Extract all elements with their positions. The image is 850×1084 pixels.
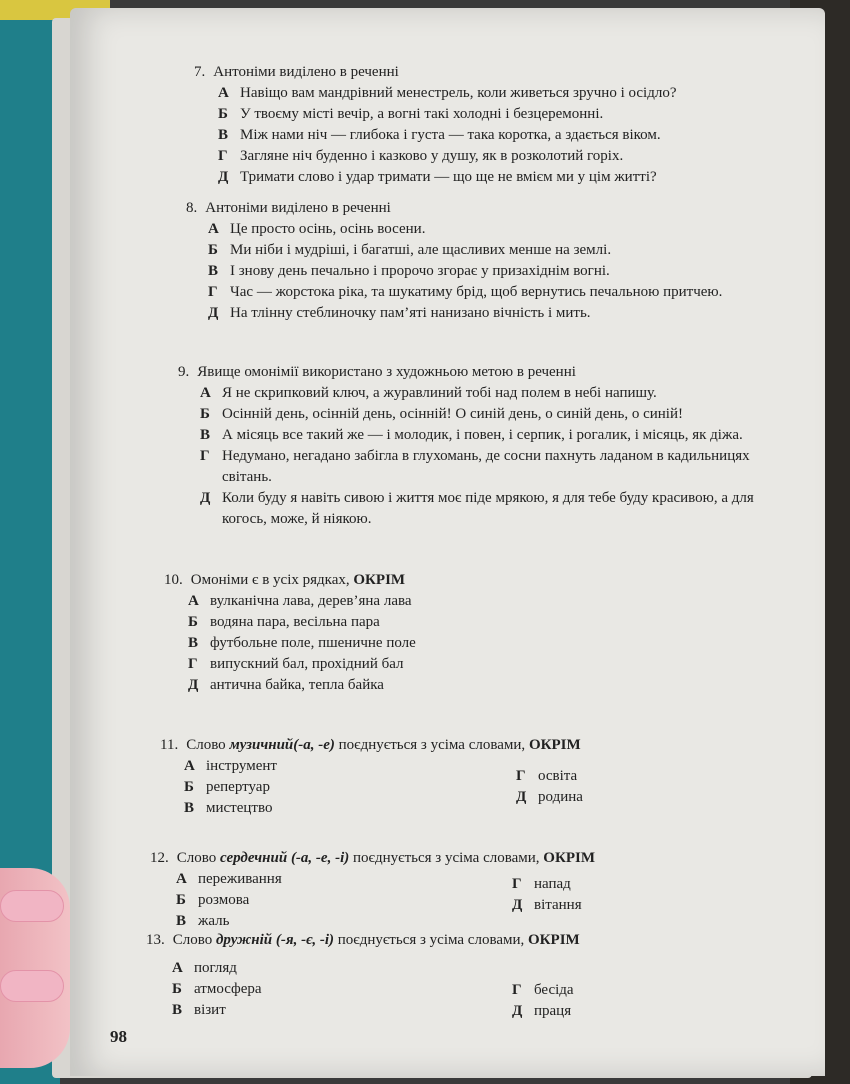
- question-title: Антоніми виділено в реченні: [205, 200, 391, 216]
- question-title: Слово: [176, 850, 220, 866]
- question-title: Слово: [172, 932, 216, 948]
- question-keyword: сердечний (-а, -е, -і): [219, 850, 350, 866]
- option-d[interactable]: Д Тримати слово і удар тримати — що ще не вмієм ми у цім житті?: [218, 169, 657, 185]
- question-13: [146, 930, 796, 1026]
- option-a[interactable]: А Я не скрипковий ключ, а журавлиний тобі над полем в небі напишу.: [200, 385, 657, 401]
- question-number: 8.: [186, 200, 198, 216]
- question-12: [150, 848, 790, 928]
- option-a[interactable]: А переживання: [176, 871, 282, 887]
- option-d[interactable]: Д вітання: [512, 897, 582, 913]
- question-10: [164, 570, 784, 696]
- option-a[interactable]: А вулканічна лава, дерев’яна лава: [188, 593, 412, 609]
- question-number: 7.: [194, 64, 206, 80]
- option-d[interactable]: Д На тлінну стеблиночку пам’яті нанизано вічність і мить.: [208, 305, 591, 321]
- question-keyword: дружній (-я, -є, -і): [215, 932, 334, 948]
- option-b[interactable]: Б Осінній день, осінній день, осінній! О синій день, о синій день, о синій!: [200, 406, 683, 422]
- option-h[interactable]: Г бесіда: [512, 982, 574, 998]
- question-title-emphasis: ОКРІМ: [528, 932, 580, 948]
- option-h[interactable]: Г випускний бал, прохідний бал: [188, 656, 404, 672]
- question-8: [186, 198, 796, 324]
- question-number: 13.: [146, 932, 165, 948]
- option-b[interactable]: Б атмосфера: [172, 981, 262, 997]
- question-title: Явище омонімії використано з художньою метою в реченні: [197, 364, 576, 380]
- option-d[interactable]: Д праця: [512, 1003, 572, 1019]
- question-title-emphasis: ОКРІМ: [543, 850, 595, 866]
- option-a[interactable]: А інструмент: [184, 758, 277, 774]
- question-title-end: поєднується з усіма словами,: [334, 737, 529, 753]
- option-d[interactable]: Д родина: [516, 789, 583, 805]
- option-b[interactable]: Б розмова: [176, 892, 250, 908]
- option-v[interactable]: В жаль: [176, 913, 230, 929]
- question-title: Омоніми є в усіх рядках,: [190, 572, 354, 588]
- question-title-end: поєднується з усіма словами,: [333, 932, 529, 948]
- option-v[interactable]: В футбольне поле, пшеничне поле: [188, 635, 416, 651]
- option-v[interactable]: В візит: [172, 1002, 226, 1018]
- option-v[interactable]: В А місяць все такий же — і молодик, і повен, і серпик, і рогалик, і місяць, як діжа.: [200, 427, 743, 443]
- option-a[interactable]: А Навіщо вам мандрівний менестрель, коли живеться зручно і осідло?: [218, 85, 677, 101]
- question-title-emphasis: ОКРІМ: [353, 572, 406, 588]
- question-title-emphasis: ОКРІМ: [528, 737, 581, 753]
- option-h[interactable]: Г напад: [512, 876, 571, 892]
- question-number: 9.: [178, 364, 190, 380]
- option-h[interactable]: Г Загляне ніч буденно і казково у душу, як в розколотий горіх.: [218, 148, 624, 164]
- option-v[interactable]: В Між нами ніч — глибока і густа — така коротка, а здається віком.: [218, 127, 661, 143]
- option-d[interactable]: Д антична байка, тепла байка: [188, 677, 384, 693]
- option-a[interactable]: А Це просто осінь, осінь восени.: [208, 221, 426, 237]
- option-b[interactable]: Б У твоєму місті вечір, а вогні такі холодні і безцеремонні.: [218, 106, 604, 122]
- option-b[interactable]: Б Ми ніби і мудріші, і багатші, але щасливих менше на землі.: [208, 242, 612, 258]
- question-keyword: музичний(-а, -е): [229, 737, 335, 753]
- option-v[interactable]: В І знову день печально і пророчо згорає у призахіднім вогні.: [208, 263, 610, 279]
- option-v[interactable]: В мистецтво: [184, 800, 273, 816]
- question-title: Антоніми виділено в реченні: [213, 64, 399, 80]
- option-b[interactable]: Б водяна пара, весільна пара: [188, 614, 380, 630]
- option-a[interactable]: А погляд: [172, 960, 237, 976]
- option-d[interactable]: Д Коли буду я навіть сивою і життя моє піде мрякою, я для тебе буду красивою, а для когось, може, й ніякою.: [200, 490, 754, 527]
- option-b[interactable]: Б репертуар: [184, 779, 270, 795]
- question-title: Слово: [186, 737, 230, 753]
- option-h[interactable]: Г освіта: [516, 768, 578, 784]
- option-h[interactable]: Г Час — жорстока ріка, та шукатиму брід, щоб вернутись печальною притчею.: [208, 284, 723, 300]
- question-9: [178, 362, 796, 530]
- question-11: [160, 735, 790, 815]
- question-number: 10.: [164, 572, 183, 588]
- question-number: 12.: [150, 850, 169, 866]
- question-number: 11.: [160, 737, 179, 753]
- page-number: 98: [110, 1027, 127, 1046]
- option-h[interactable]: Г Недумано, негадано забігла в глухомань, де сосни пахнуть ладаном в кадильницях світань.: [200, 448, 750, 485]
- question-title-end: поєднується з усіма словами,: [349, 850, 544, 866]
- question-7: [194, 62, 794, 188]
